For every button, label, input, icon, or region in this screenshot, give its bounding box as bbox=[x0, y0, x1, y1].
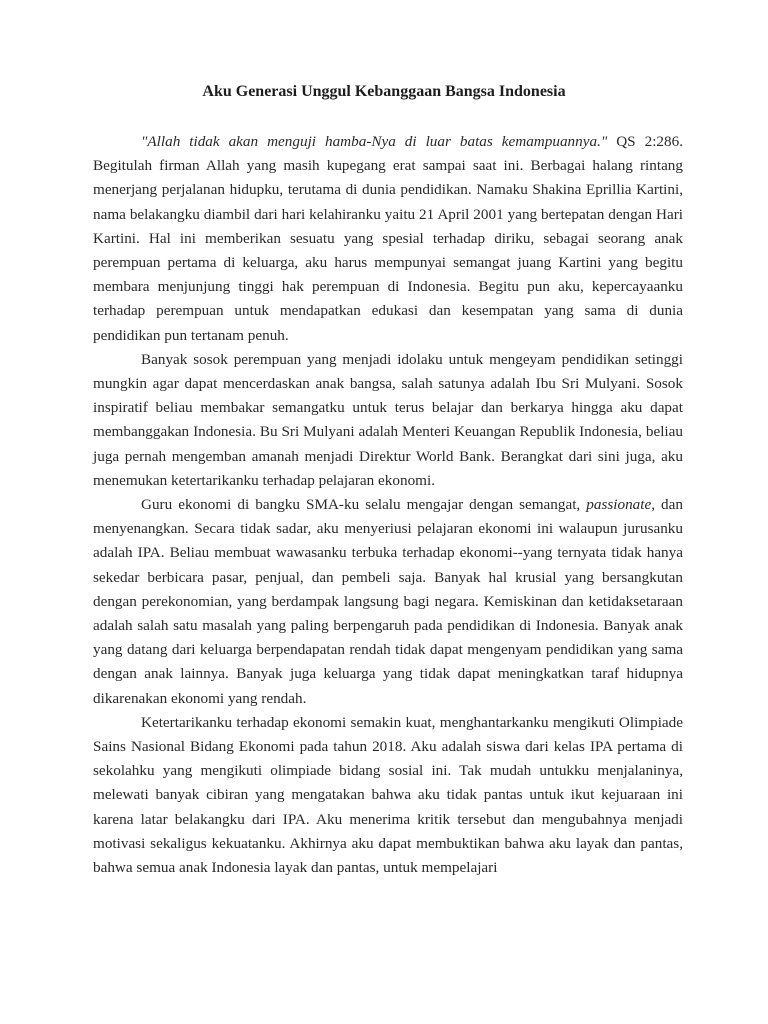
paragraph-3-text-before: Guru ekonomi di bangku SMA-ku selalu mengajar dengan semangat, bbox=[141, 496, 587, 514]
paragraph-1-text: QS 2:286. Begitulah firman Allah yang masih kupegang erat sampai saat ini. Berbagai halang rintang menerjang perjalanan hidupku, terutama di dunia pendidikan. Namaku Shakina Eprillia Kartini, nama belakangku diambil dari hari kelahiranku yaitu 21 April 2001 yang bertepatan dengan Hari Kartini. Hal ini memberikan sesuatu yang spesial terhadap diriku, sebagai seorang anak perempuan pertama di keluarga, aku harus mempunyai semangat juang Kartini yang begitu membara menjunjung tinggi hak perempuan di Indonesia. Begitu pun aku, kepercayaanku terhadap perempuan untuk mendapatkan edukasi dan kesempatan yang sama di dunia pendidikan pun tertanam penuh. bbox=[93, 133, 683, 344]
emphasized-word: passionate bbox=[586, 496, 652, 514]
paragraph-2: Banyak sosok perempuan yang menjadi idolaku untuk mengeyam pendidikan setinggi mungkin agar dapat mencerdaskan anak bangsa, salah satunya adalah Ibu Sri Mulyani. Sosok inspiratif beliau membakar semangatku untuk terus belajar dan berkarya hingga aku dapat membanggakan Indonesia. Bu Sri Mulyani adalah Menteri Keuangan Republik Indonesia, beliau juga pernah mengemban amanah menjadi Direktur World Bank. Berangkat dari sini juga, aku menemukan ketertarikanku terhadap pelajaran ekonomi. bbox=[93, 350, 683, 489]
document-title: Aku Generasi Unggul Kebanggaan Bangsa Indonesia bbox=[202, 83, 566, 100]
paragraph-1 bbox=[93, 130, 683, 348]
paragraph-3-text-after: , dan menyenangkan. Secara tidak sadar, aku menyeriusi pelajaran ekonomi ini walaupun jurusanku adalah IPA. Beliau membuat wawasanku terbuka terhadap ekonomi--yang ternyata tidak hanya sekedar berbicara pasar, penjual, dan pembeli saja. Banyak hal krusial yang bersangkutan dengan perekonomian, yang berdampak langsung bagi negara. Kemiskinan dan ketidaksetaraan adalah salah satu masalah yang paling berpengaruh pada pendidikan di Indonesia. Banyak anak yang datang dari keluarga berpendapatan rendah tidak dapat mengenyam pendidikan yang sama dengan anak lainnya. Banyak juga keluarga yang tidak dapat meningkatkan taraf hidupnya dikarenakan ekonomi yang rendah. bbox=[93, 496, 683, 707]
paragraph-4: Ketertarikanku terhadap ekonomi semakin kuat, menghantarkanku mengikuti Olimpiade Sains Nasional Bidang Ekonomi pada tahun 2018. Aku adalah siswa dari kelas IPA pertama di sekolahku yang mengikuti olimpiade bidang sosial ini. Tak mudah untukku menjalaninya, melewati banyak cibiran yang mengatakan bahwa aku tidak pantas untuk ikut kejuaraan ini karena latar belakangku dari IPA. Aku menerima kritik tersebut dan mengubahnya menjadi motivasi sekaligus kekuatanku. Akhirnya aku dapat membuktikan bahwa aku layak dan pantas, bahwa semua anak Indonesia layak dan pantas, untuk mempelajari bbox=[93, 713, 683, 877]
quran-quote: "Allah tidak akan menguji hamba-Nya di luar batas kemampuannya." bbox=[141, 133, 608, 150]
paragraph-3 bbox=[93, 493, 683, 711]
document-body bbox=[93, 130, 683, 880]
